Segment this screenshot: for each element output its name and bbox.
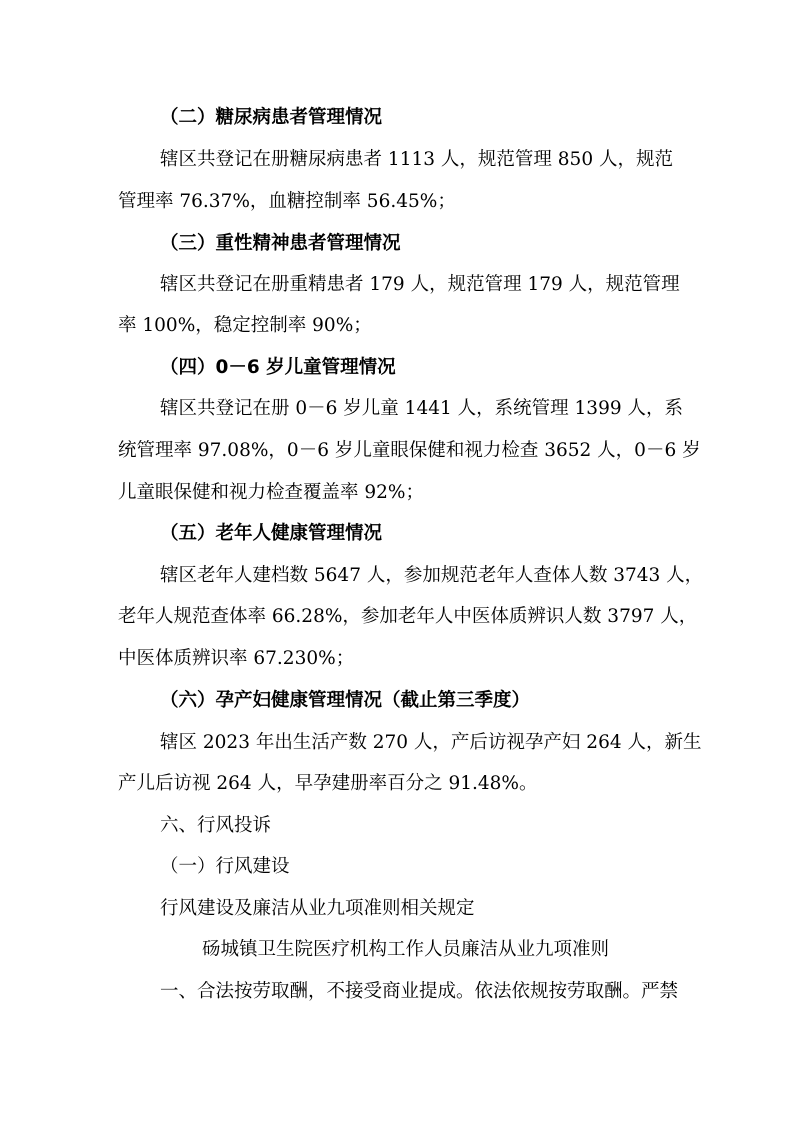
maternal-text-line-2: 产儿后访视 264 人，早孕建册率百分之 91.48%。 <box>118 773 538 794</box>
children-text-line-2: 统管理率 97.08%，0－6 岁儿童眼保健和视力检查 3652 人，0－6 岁 <box>118 440 701 461</box>
conduct-regulations-title: 行风建设及廉洁从业九项准则相关规定 <box>160 898 475 919</box>
rule-one-text: 一、合法按劳取酬，不接受商业提成。依法依规按劳取酬。严禁 <box>160 981 679 1002</box>
section-heading-complaints: 六、行风投诉 <box>160 815 272 836</box>
section-heading-diabetes: （二）糖尿病患者管理情况 <box>160 107 383 128</box>
mental-text-line-2: 率 100%，稳定控制率 90%； <box>118 315 372 336</box>
elderly-text-line-3: 中医体质辨识率 67.230%； <box>118 648 355 669</box>
diabetes-text-line-2: 管理率 76.37%，血糖控制率 56.45%； <box>118 191 456 212</box>
children-text-line-3: 儿童眼保健和视力检查覆盖率 92%； <box>118 482 425 503</box>
maternal-text-line-1: 辖区 2023 年出生活产数 270 人，产后访视孕产妇 264 人，新生 <box>160 732 702 753</box>
section-heading-mental: （三）重性精神患者管理情况 <box>160 233 401 254</box>
mental-text-line-1: 辖区共登记在册重精患者 179 人，规范管理 179 人，规范管理 <box>160 274 680 295</box>
section-heading-elderly: （五）老年人健康管理情况 <box>160 523 383 544</box>
section-heading-children: （四）0－6 岁儿童管理情况 <box>160 357 396 378</box>
elderly-text-line-2: 老年人规范查体率 66.28%，参加老年人中医体质辨识人数 3797 人， <box>118 606 698 627</box>
nine-rules-title: 砀城镇卫生院医疗机构工作人员廉洁从业九项准则 <box>202 939 610 960</box>
diabetes-text-line-1: 辖区共登记在册糖尿病患者 1113 人，规范管理 850 人，规范 <box>160 149 673 170</box>
elderly-text-line-1: 辖区老年人建档数 5647 人，参加规范老年人查体人数 3743 人， <box>160 565 704 586</box>
subheading-conduct: （一）行风建设 <box>160 856 290 877</box>
section-heading-maternal: （六）孕产妇健康管理情况（截止第三季度） <box>160 690 531 711</box>
children-text-line-1: 辖区共登记在册 0－6 岁儿童 1441 人，系统管理 1399 人，系 <box>160 398 683 419</box>
